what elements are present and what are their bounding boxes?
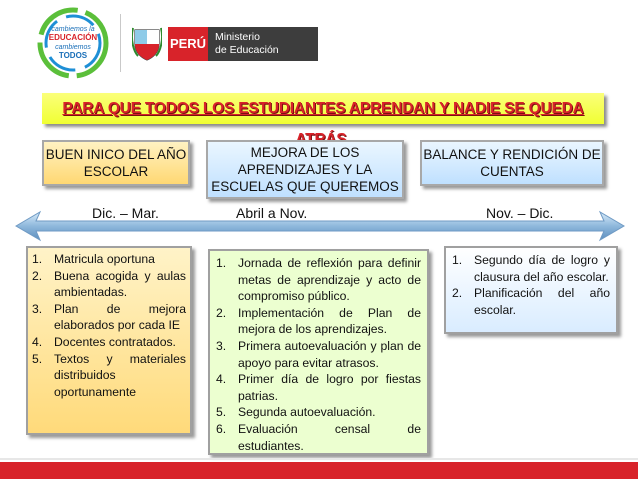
phase-mejora-aprendizajes: MEJORA DE LOS APRENDIZAJES Y LA ESCUELAS QUE QUEREMOS (206, 140, 404, 199)
cambiemos-educacion-logo (36, 6, 110, 80)
phase-balance-rendicion: BALANCE Y RENDICIÓN DE CUENTAS (420, 140, 604, 186)
list-item: 1. Matricula oportuna (32, 252, 155, 266)
list-item: 4. Primer día de logro por fiestas patrias. (216, 372, 421, 403)
list-item: 1. Jornada de reflexión para definir metas de aprendizaje y acto de compromiso público. (216, 256, 421, 304)
ministry-line-2: de Educación (215, 44, 279, 56)
header-divider (120, 14, 121, 72)
phase-buen-inicio: BUEN INICO DEL AÑO ESCOLAR (42, 140, 190, 186)
period-dic-mar: Dic. – Mar. (92, 205, 159, 221)
list-item: 2. Planificación del año escolar. (452, 286, 610, 317)
headline-text: PARA QUE TODOS LOS ESTUDIANTES APRENDAN Y NADIE SE QUEDA (62, 100, 584, 117)
logo-text-2: EDUCACIÓN (48, 33, 98, 42)
list-item: 5. Textos y materiales distribuidos oportunamente (32, 351, 186, 399)
period-nov-dic: Nov. – Dic. (486, 205, 554, 221)
list-buen-inicio (26, 246, 192, 435)
list-item: 3. Plan de mejora elaborados por cada IE (32, 301, 186, 333)
list-item: 2. Buena acogida y aulas ambientadas. (32, 268, 186, 300)
list-balance (444, 246, 618, 334)
period-abril-nov: Abril a Nov. (236, 205, 308, 221)
headline-banner (42, 93, 604, 124)
logo-text-3: cambiemos (55, 44, 91, 51)
list-item: 4. Docentes contratados. (32, 334, 176, 349)
logo-text-4: TODOS (58, 51, 88, 60)
footer-divider (0, 458, 638, 460)
coat-of-arms-icon (132, 26, 162, 62)
ministry-line-1: Ministerio (215, 31, 260, 43)
list-mejora (208, 249, 429, 455)
list-item: 1. Segundo día de logro y clausura del año escolar. (452, 253, 610, 284)
list-item: 2. Implementación de Plan de mejora de los aprendizajes. (216, 305, 421, 337)
ministry-label (208, 27, 318, 61)
list-item: 6. Evaluación censal de estudiantes. (216, 421, 421, 453)
list-item: 3. Primera autoevaluación y plan de apoyo para evitar atrasos. (216, 338, 421, 370)
list-item: 5. Segunda autoevaluación. (216, 405, 376, 420)
footer-bar (0, 462, 638, 479)
logo-text-1: cambiemos la (51, 26, 95, 33)
peru-label: PERÚ (168, 27, 208, 61)
